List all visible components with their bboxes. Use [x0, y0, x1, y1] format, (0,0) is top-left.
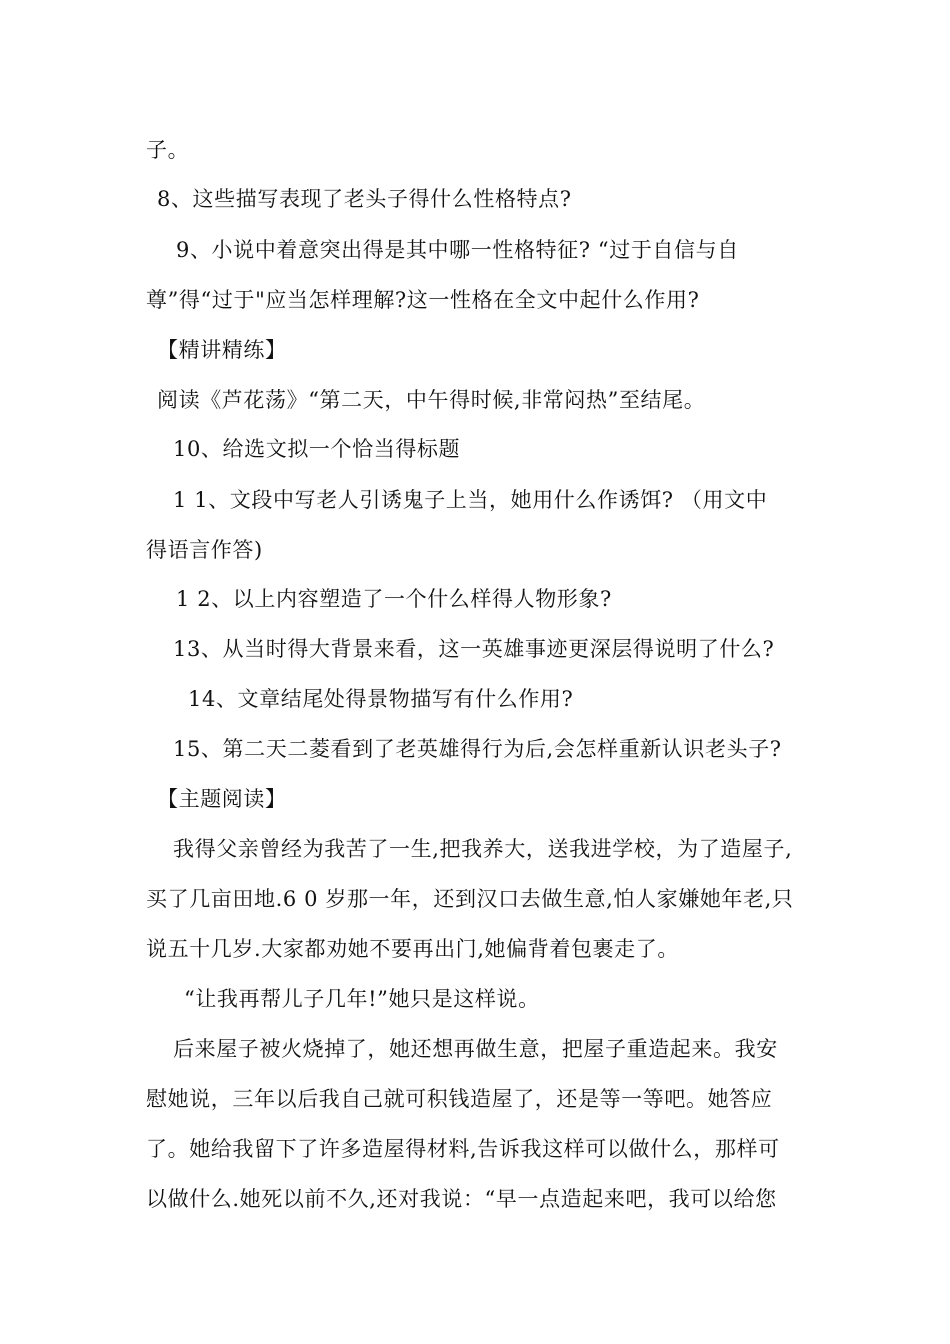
paragraph-line: 慰她说，三年以后我自己就可积钱造屋了，还是等一等吧。她答应 [146, 1087, 773, 1111]
paragraph-line: 说五十几岁.大家都劝她不要再出门,她偏背着包裹走了。 [146, 937, 679, 961]
question-14: 14、文章结尾处得景物描写有什么作用? [188, 687, 574, 711]
question-9: 9、小说中着意突出得是其中哪一性格特征? “过于自信与自 [176, 238, 739, 262]
paragraph-line: 了。她给我留下了许多造屋得材料,告诉我这样可以做什么，那样可 [146, 1137, 780, 1161]
question-12: 1 2、以上内容塑造了一个什么样得人物形象? [176, 587, 612, 611]
reading-instruction: 阅读《芦花荡》“第二天，中午得时候,非常闷热”至结尾。 [157, 388, 706, 412]
text-line: 子。 [146, 138, 190, 162]
question-13: 13、从当时得大背景来看，这一英雄事迹更深层得说明了什么? [173, 637, 775, 661]
text-line: 尊”得“过于"应当怎样理解?这一性格在全文中起什么作用? [146, 288, 700, 312]
question-11: 1 1、文段中写老人引诱鬼子上当，她用什么作诱饵? （用文中 [173, 488, 768, 512]
question-8: 8、这些描写表现了老头子得什么性格特点? [157, 187, 572, 211]
paragraph-line: 我得父亲曾经为我苦了一生,把我养大，送我进学校，为了造屋子, [173, 837, 793, 861]
paragraph-line: 买了几亩田地.6 0 岁那一年，还到汉口去做生意,怕人家嫌她年老,只 [146, 887, 794, 911]
section-heading: 【主题阅读】 [157, 787, 287, 811]
quote-line: “让我再帮儿子几年!”她只是这样说。 [184, 987, 540, 1011]
section-heading: 【精讲精练】 [157, 338, 287, 362]
paragraph-line: 后来屋子被火烧掉了，她还想再做生意，把屋子重造起来。我安 [173, 1037, 778, 1061]
question-15: 15、第二天二菱看到了老英雄得行为后,会怎样重新认识老头子? [173, 737, 782, 761]
paragraph-line: 以做什么.她死以前不久,还对我说：“早一点造起来吧，我可以给您 [146, 1187, 777, 1211]
text-line: 得语言作答) [146, 538, 263, 562]
question-10: 10、给选文拟一个恰当得标题 [173, 437, 461, 461]
